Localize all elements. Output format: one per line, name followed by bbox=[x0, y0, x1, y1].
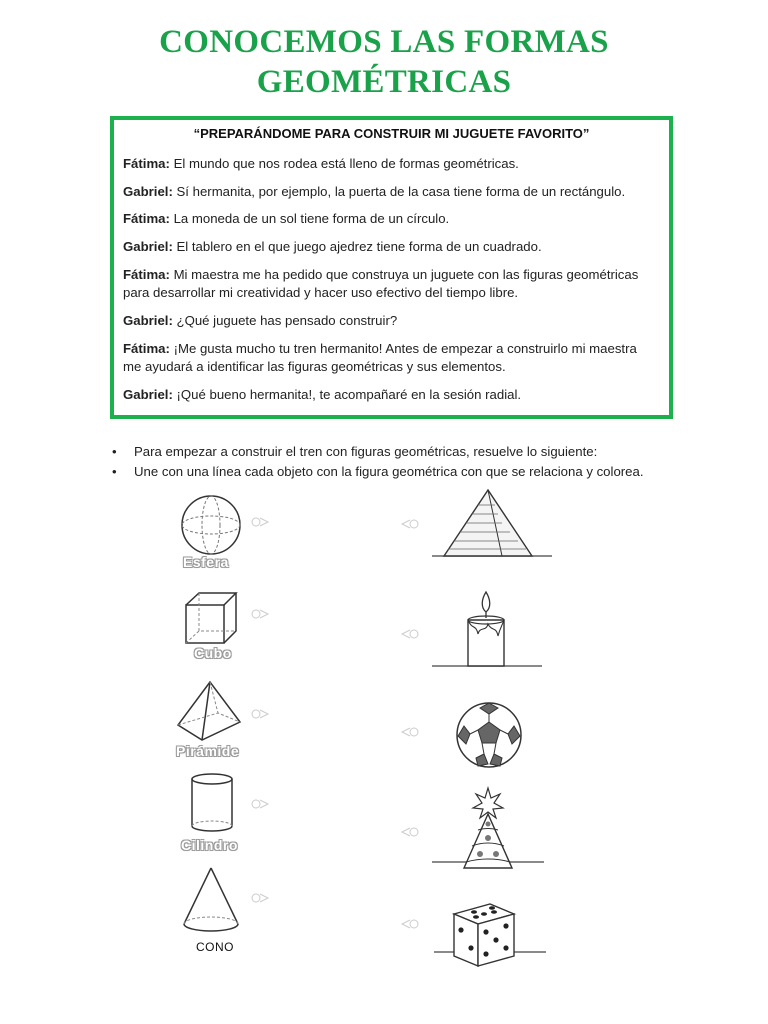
instruction-item bbox=[112, 442, 732, 462]
speaker: Fátima: bbox=[123, 211, 170, 226]
speech: ¡Qué bueno hermanita!, te acompañaré en la sesión radial. bbox=[172, 387, 522, 402]
instructions-list bbox=[112, 442, 732, 482]
speech-continued: para desarrollar mi creatividad y hacer uso efectivo del tiempo libre. bbox=[123, 285, 519, 300]
cone-icon bbox=[180, 866, 242, 936]
dialog-box bbox=[110, 116, 673, 419]
dice-icon bbox=[434, 900, 546, 972]
cylinder-label: Cilindro bbox=[181, 837, 238, 853]
cone-label: CONO bbox=[196, 940, 234, 954]
dialog-line bbox=[123, 266, 663, 302]
speech: ¡Me gusta mucho tu tren hermanito! Antes de empezar a construirlo mi maestra bbox=[169, 341, 637, 356]
soccer-ball-icon bbox=[454, 698, 524, 772]
party-hat-icon bbox=[432, 784, 544, 876]
speech-continued: me ayudará a identificar las figuras geométricas y sus elementos. bbox=[123, 359, 506, 374]
speaker: Gabriel: bbox=[123, 387, 173, 402]
dialog-line bbox=[123, 386, 663, 404]
connect-dot-icon[interactable] bbox=[250, 890, 272, 906]
connect-dot-icon[interactable] bbox=[250, 796, 272, 812]
speech: ¿Qué juguete has pensado construir? bbox=[172, 313, 398, 328]
connect-dot-icon[interactable] bbox=[398, 916, 420, 932]
instruction-text: Une con una línea cada objeto con la figura geométrica con que se relaciona y colorea. bbox=[134, 464, 644, 479]
connect-dot-icon[interactable] bbox=[398, 824, 420, 840]
dialog-line bbox=[123, 183, 663, 201]
pyramid-label: Pirámide bbox=[176, 743, 240, 759]
pyramid-icon bbox=[174, 680, 244, 742]
dialog-line bbox=[123, 312, 663, 330]
speech: Mi maestra me ha pedido que construya un juguete con las figuras geométricas bbox=[169, 267, 639, 282]
speaker: Fátima: bbox=[123, 267, 170, 282]
speaker: Fátima: bbox=[123, 156, 170, 171]
dialog-line bbox=[123, 210, 663, 228]
speaker: Fátima: bbox=[123, 341, 170, 356]
dialog-line bbox=[123, 340, 663, 376]
instruction-item bbox=[112, 462, 732, 482]
connect-dot-icon[interactable] bbox=[250, 606, 272, 622]
dialog-line bbox=[123, 155, 663, 173]
egyptian-pyramid-icon bbox=[432, 486, 552, 568]
page-title-line-2: GEOMÉTRICAS bbox=[256, 64, 512, 100]
cube-icon bbox=[183, 590, 239, 646]
candle-icon bbox=[432, 586, 542, 672]
connect-dot-icon[interactable] bbox=[250, 706, 272, 722]
connect-dot-icon[interactable] bbox=[398, 516, 420, 532]
dialog-line bbox=[123, 238, 663, 256]
speaker: Gabriel: bbox=[123, 239, 173, 254]
cube-label: Cubo bbox=[194, 645, 232, 661]
speech: Sí hermanita, por ejemplo, la puerta de la casa tiene forma de un rectángulo. bbox=[172, 184, 626, 199]
page-title-line-1: CONOCEMOS LAS FORMAS bbox=[159, 24, 609, 60]
speaker: Gabriel: bbox=[123, 313, 173, 328]
bullet-icon: • bbox=[112, 444, 117, 459]
bullet-icon: • bbox=[112, 464, 117, 479]
speaker: Gabriel: bbox=[123, 184, 173, 199]
sphere-icon bbox=[180, 494, 242, 556]
speech: La moneda de un sol tiene forma de un círculo. bbox=[169, 211, 450, 226]
instruction-text: Para empezar a construir el tren con figuras geométricas, resuelve lo siguiente: bbox=[134, 444, 598, 459]
dialog-heading: “PREPARÁNDOME PARA CONSTRUIR MI JUGUETE FAVORITO” bbox=[193, 126, 590, 141]
sphere-label: Esfera bbox=[183, 554, 229, 570]
cylinder-icon bbox=[188, 772, 236, 834]
connect-dot-icon[interactable] bbox=[250, 514, 272, 530]
connect-dot-icon[interactable] bbox=[398, 626, 420, 642]
connect-dot-icon[interactable] bbox=[398, 724, 420, 740]
speech: El mundo que nos rodea está lleno de formas geométricas. bbox=[169, 156, 519, 171]
speech: El tablero en el que juego ajedrez tiene forma de un cuadrado. bbox=[172, 239, 542, 254]
